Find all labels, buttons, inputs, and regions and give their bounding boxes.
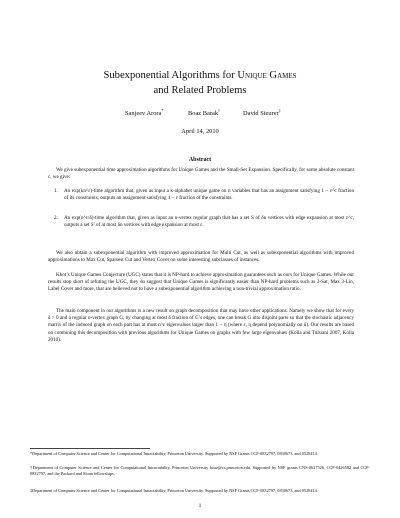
author-2 [188, 107, 220, 117]
result-list-item-1 [54, 188, 354, 202]
footnote-1: *Department of Computer Science and Center for Computational Intractability, Princeton University. Supported by NSF Grants CCF-0832797, 0830673, and 0528414. [30, 451, 318, 456]
title-line-1 [0, 69, 400, 83]
abstract-paragraph-3: Khot’s Unique Games Conjecture (UGC) states that it is NP-hard to achieve approximation guarantees such as ours for Unique Games. While our results stop short of refuting the UGC, they do suggest that Unique Games is significantly easier than NP-hard problems such as 3-Sat, Max 3-Lin, Label Cover and more, that are believed not to have a subexponential algorithm achieving a non-trivial approximation ratio. [48, 272, 354, 293]
footnote-3: ‡Department of Computer Science and Center for Computational Intractability, Princeton University. Supported by NSF Grants CCF-0832797, 0830673, and 0528414. [30, 488, 318, 493]
paper-date: April 14, 2010 [181, 128, 219, 135]
abstract-paragraph-1: We give subexponential time approximation algorithms for Unique Games and the Small-Set Expansion. Specifically, for some absolute constant c, we give: [48, 167, 354, 181]
footnote-2: †Department of Computer Science and Center for Computational Intractability, Princeton University boaz@cs.princeton.edu. Supported by NSF grants CNS-0627526, CCF-0426582 and CCF-0832797, and the Packard and Sloan fellowships. [30, 465, 370, 476]
result-list-item-2 [54, 215, 354, 229]
author-name: David Steurer [243, 110, 279, 117]
footnote-mark: ‡ [278, 107, 281, 113]
list-number: 2. [54, 215, 58, 221]
title-smallcaps-text: Unique Games [237, 70, 297, 81]
author-1 [125, 107, 164, 117]
list-text: An exp(kn^ε)-time algorithm that, given as input a k-alphabet unique game on n variables that has an assignment satisfying 1 − ε^c fraction of its constraints, outputs an assignment satisfying 1 − ε fraction of the constraints. [64, 188, 354, 202]
abstract-heading: Abstract [188, 157, 212, 163]
author-3 [243, 107, 281, 117]
footnote-divider [30, 448, 150, 449]
footnote-mark: † [218, 107, 220, 113]
author-name: Boaz Barak [188, 110, 218, 117]
list-number: 1. [54, 188, 58, 194]
list-text: An exp(n^ε/δ)-time algorithm that, given as input an n-vertex regular graph that has a set S of δn vertices with edge expansion at most ε^c, outputs a set S′ of at most δn vertices with edge expansion at most ε. [64, 215, 354, 229]
page-number: 1 [198, 503, 202, 509]
abstract-paragraph-2: We also obtain a subexponential algorithm with improved approximation for Multi Cut, as well as subexponential algorithms with improved approximations to Max Cut, Sparsest Cut and Vertex Cover on some interesting subclasses of instances. [48, 250, 354, 264]
title-line-2: and Related Problems [153, 85, 247, 96]
title-text: Subexponential Algorithms for [103, 70, 238, 81]
abstract-paragraph-4: The main component in our algorithms is a new result on graph decomposition that may have other applications. Namely we show that for every δ > 0 and a regular n-vertex graph G, by changing at most δ fraction of G’s edges, one can break G into disjoint parts so that the stochastic adjacency matrix of the induced graph on each part has at most n^ε eigenvalues larger than 1 − η (where ε, η depend polynomially on δ). Our results are based on combining this decomposition with previous algorithms for Unique Games on graphs with few large eigenvalues (Kolla and Tulsiani 2007, Kolla 2010). [48, 308, 354, 343]
footnote-mark: * [161, 107, 164, 113]
author-name: Sanjeev Arora [125, 110, 162, 117]
